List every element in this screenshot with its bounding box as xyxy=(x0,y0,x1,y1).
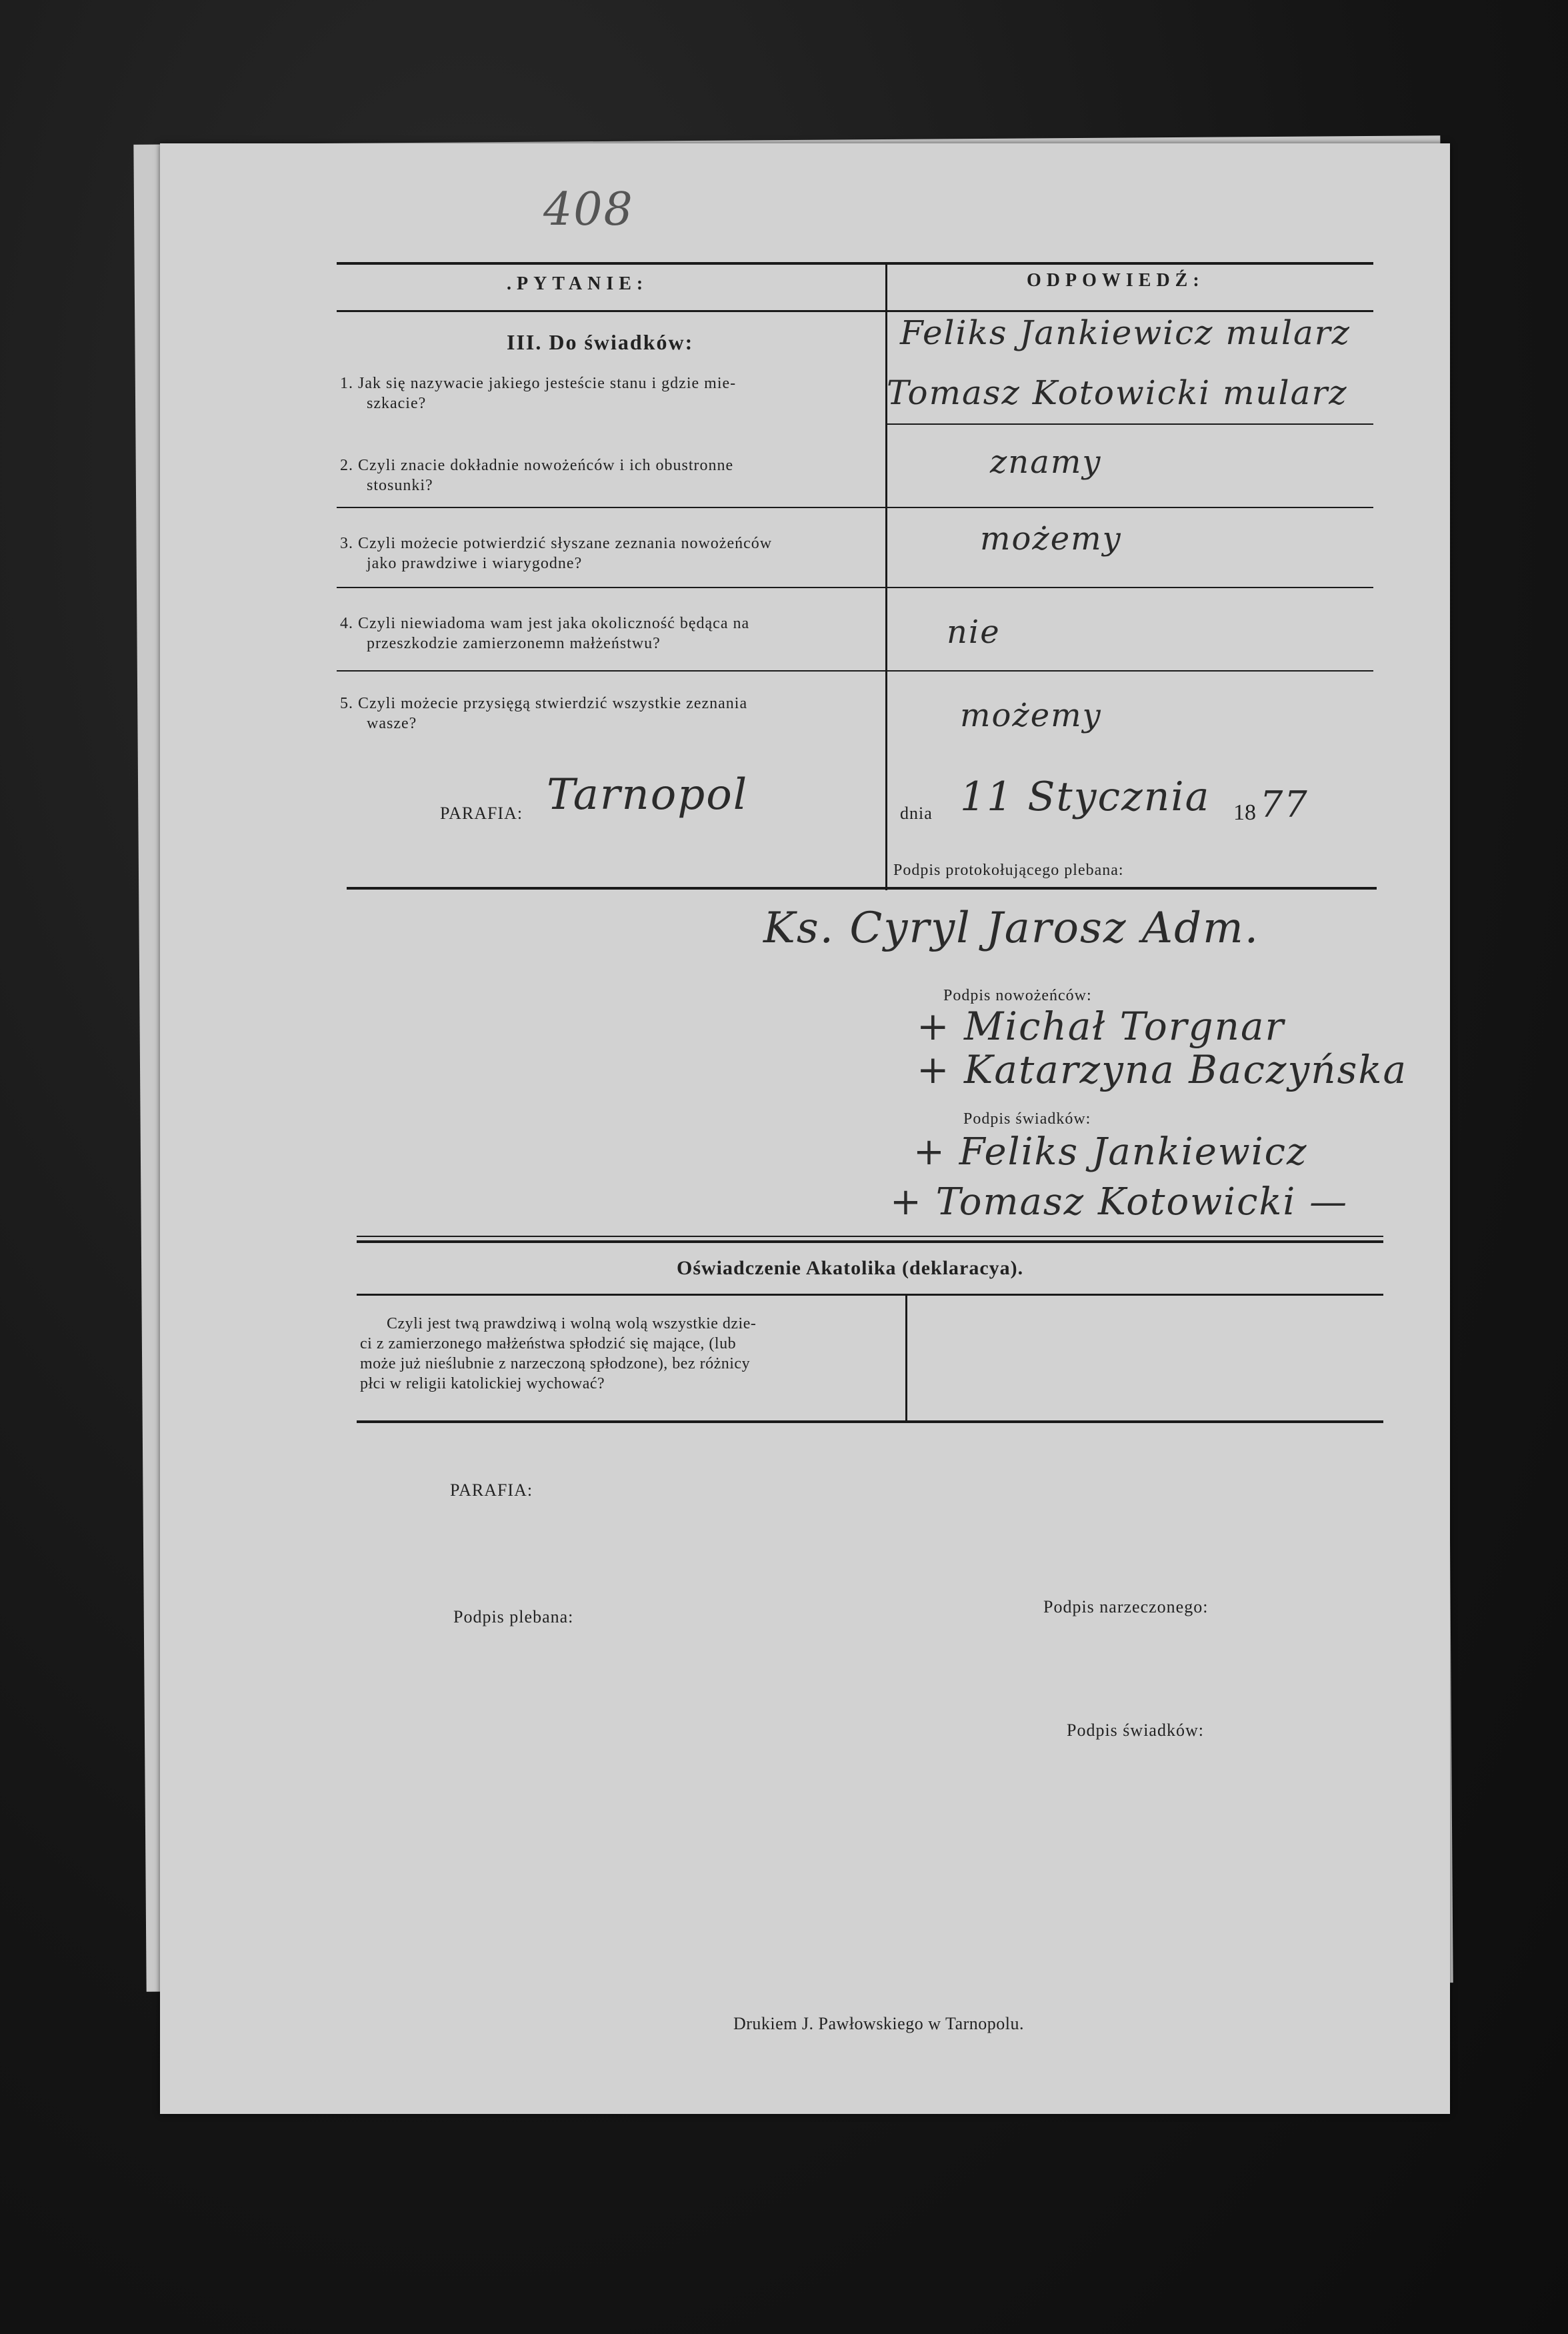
question-text-cont: stosunki? xyxy=(367,477,433,494)
section-title: III. Do świadków: xyxy=(507,330,694,354)
answer-2: znamy xyxy=(990,443,1102,481)
table-bottom-rule xyxy=(347,887,1377,890)
question-text-cont: przeszkodzie zamierzonemn małżeństwu? xyxy=(367,635,661,652)
day-label: dnia xyxy=(900,804,933,823)
printer-imprint: Drukiem J. Pawłowskiego w Tarnopolu. xyxy=(733,2014,1024,2033)
question-3 xyxy=(340,533,873,573)
question-number: 1. xyxy=(340,375,353,392)
answer-divider-1 xyxy=(887,423,1373,425)
declaration-column-divider xyxy=(905,1294,907,1420)
answer-1-line-a: Feliks Jankiewicz mularz xyxy=(900,313,1351,352)
question-number: 2. xyxy=(340,457,353,474)
header-question: .PYTANIE: xyxy=(507,273,649,294)
witness-1-signature: + Feliks Jankiewicz xyxy=(913,1130,1308,1174)
lower-parish-label: PARAFIA: xyxy=(450,1480,533,1500)
declaration-bottom-rule xyxy=(357,1420,1383,1423)
table-top-rule xyxy=(337,262,1373,265)
question-text-cont: wasze? xyxy=(367,715,417,732)
answer-1-line-b: Tomasz Kotowicki mularz xyxy=(887,373,1348,412)
table-column-divider xyxy=(885,262,887,890)
answer-5: możemy xyxy=(960,697,1102,734)
witness-2-signature: + Tomasz Kotowicki — xyxy=(890,1180,1349,1224)
question-text-cont: szkacie? xyxy=(367,395,427,412)
year-printed: 18 xyxy=(1233,800,1256,825)
question-text: Czyli możecie potwierdzić słyszane zeznania nowożeńców xyxy=(358,535,773,552)
declaration-line-4: płci w religii katolickiej wychować? xyxy=(360,1375,605,1392)
declaration-question xyxy=(360,1314,893,1394)
parish-value: Tarnopol xyxy=(547,770,749,820)
question-4 xyxy=(340,614,873,654)
priest-signature: Ks. Cyryl Jarosz Adm. xyxy=(763,904,1260,953)
document-page xyxy=(160,143,1450,2114)
parish-label: PARAFIA: xyxy=(440,804,523,823)
question-number: 5. xyxy=(340,695,353,712)
question-text: Czyli znacie dokładnie nowożeńców i ich obustronne xyxy=(358,457,734,474)
question-text-cont: jako prawdziwe i wiarygodne? xyxy=(367,555,583,572)
header-answer: ODPOWIEDŹ: xyxy=(1027,270,1205,291)
question-5 xyxy=(340,694,873,734)
question-1 xyxy=(340,373,873,413)
declaration-header-rule xyxy=(357,1294,1383,1296)
answer-4: nie xyxy=(947,614,1001,651)
newlyweds-signature-label: Podpis nowożeńców: xyxy=(943,987,1092,1004)
question-text: Czyli możecie przysięgą stwierdzić wszystkie zeznania xyxy=(358,695,748,712)
lower-witnesses-label: Podpis świadków: xyxy=(1067,1720,1204,1740)
groom-signature: + Michał Torgnar xyxy=(917,1004,1285,1049)
declaration-line-2: ci z zamierzonego małżeństwa spłodzić się mające, (lub xyxy=(360,1335,737,1352)
row-divider-2 xyxy=(337,507,1373,508)
table-header-rule xyxy=(337,310,1373,312)
declaration-top-rule xyxy=(357,1236,1383,1237)
folio-number: 408 xyxy=(543,183,634,236)
day-value: 11 Stycznia xyxy=(960,774,1211,820)
answer-3: możemy xyxy=(980,520,1122,557)
declaration-line-1: Czyli jest twą prawdziwą i wolną wolą wszystkie dzie- xyxy=(387,1315,757,1332)
row-divider-3 xyxy=(337,587,1373,588)
declaration-line-3: może już nieślubnie z narzeczoną spłodzone), bez różnicy xyxy=(360,1355,751,1372)
question-number: 3. xyxy=(340,535,353,552)
priest-signature-label: Podpis protokołującego plebana: xyxy=(893,862,1124,879)
groom-signature-label: Podpis narzeczonego: xyxy=(1043,1597,1209,1616)
lower-priest-label: Podpis plebana: xyxy=(453,1607,574,1626)
question-text: Czyli niewiadoma wam jest jaka okoliczność będąca na xyxy=(358,615,750,632)
question-text: Jak się nazywacie jakiego jesteście stanu i gdzie mie- xyxy=(358,375,737,392)
row-divider-4 xyxy=(337,670,1373,672)
year-handwritten: 77 xyxy=(1260,784,1309,826)
declaration-top-rule-2 xyxy=(357,1240,1383,1243)
question-number: 4. xyxy=(340,615,353,632)
witnesses-signature-label: Podpis świadków: xyxy=(963,1110,1091,1128)
question-2 xyxy=(340,455,873,495)
bride-signature: + Katarzyna Baczyńska xyxy=(917,1047,1408,1092)
declaration-title: Oświadczenie Akatolika (deklaracya). xyxy=(677,1257,1024,1279)
